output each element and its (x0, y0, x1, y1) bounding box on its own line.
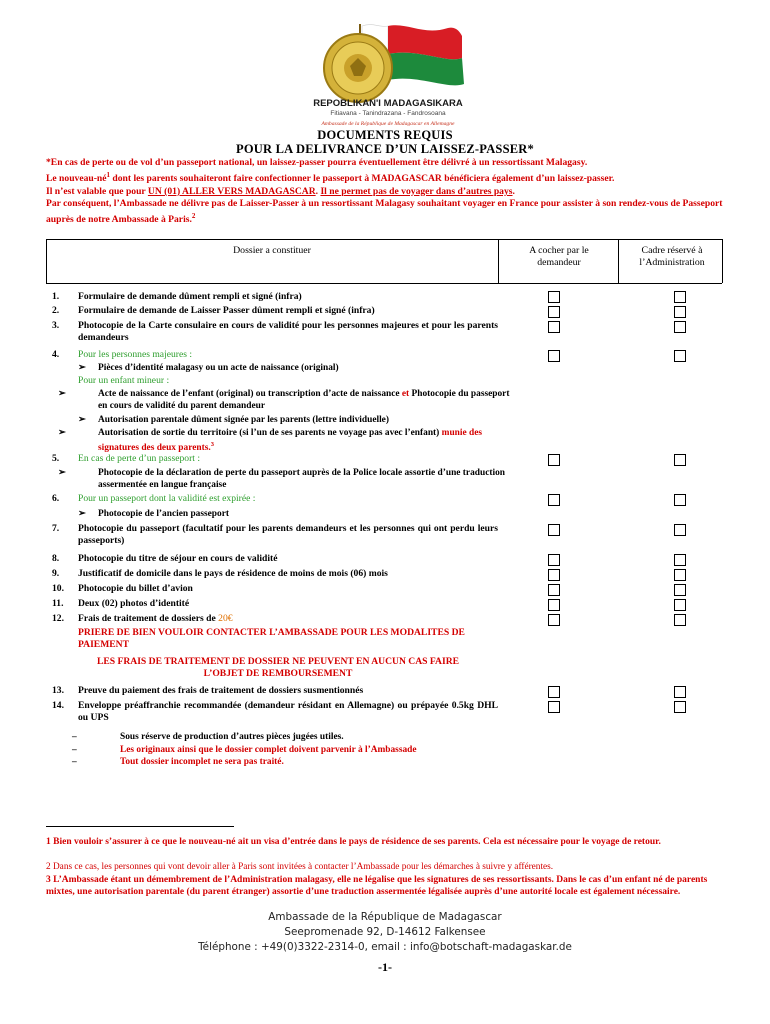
item-subline: ➢ Photocopie de l’ancien passeport (78, 509, 229, 519)
logo-motto: Fitiavana - Tanindrazana - Fandrosoana (330, 110, 446, 117)
item-heading: Pour un passeport dont la validité est expirée : (78, 493, 256, 504)
intro-line-1: *En cas de perte ou de vol d’un passeport national, un laissez-passer pourra éventuellement être délivré à un ressortissant Malagasy. (46, 157, 588, 168)
item-text: Formulaire de demande de Laisser Passer dûment rempli et signé (infra) (78, 305, 375, 316)
item-text: Photocopie de la Carte consulaire en cours de validité pour les personnes majeures et pour les parents demandeurs (78, 320, 498, 344)
applicant-checkbox-7[interactable] (548, 524, 560, 536)
item-text: Justificatif de domicile dans le pays de résidence de moins de mois (06) mois (78, 568, 388, 579)
note-item: – Les originaux ainsi que le dossier complet doivent parvenir à l’Ambassade (72, 744, 417, 755)
item-text: Photocopie du titre de séjour en cours de validité (78, 553, 278, 564)
admin-checkbox-6[interactable] (674, 494, 686, 506)
arrow-bullet-icon: ➢ (58, 468, 66, 478)
applicant-checkbox-4[interactable] (548, 350, 560, 362)
item-subline: ➢ Autorisation de sortie du territoire (si l’un de ses parents ne voyage pas avec l’enfant) munie des signatures des deux parents.$^3$ (58, 428, 483, 454)
col-header-admin: Cadre réservé à l’Administration (639, 245, 705, 268)
item-number: 13. (52, 685, 64, 696)
item-number: 6. (52, 493, 60, 504)
logo-caption: Ambassade de la République de Madagascar en Allemagne (321, 121, 455, 127)
note-item: – Tout dossier incomplet ne sera pas traité. (72, 757, 284, 767)
admin-checkbox-10[interactable] (674, 584, 686, 596)
item-subline: ➢ Acte de naissance de l’enfant (original) ou transcription d’acte de naissance et Photocopie du passeport en cours de validité du parent demandeur (58, 389, 510, 412)
admin-checkbox-11[interactable] (674, 599, 686, 611)
arrow-bullet-icon: ➢ (78, 509, 86, 519)
admin-checkbox-14[interactable] (674, 701, 686, 713)
arrow-bullet-icon: ➢ (58, 428, 66, 438)
admin-checkbox-4[interactable] (674, 350, 686, 362)
item-number: 12. (52, 613, 64, 624)
admin-checkbox-3[interactable] (674, 321, 686, 333)
no-refund-warning: LES FRAIS DE TRAITEMENT DE DOSSIER NE PEUVENT EN AUCUN CAS FAIRE L’OBJET DE REMBOURSEMENT (96, 656, 460, 680)
applicant-checkbox-10[interactable] (548, 584, 560, 596)
admin-checkbox-8[interactable] (674, 554, 686, 566)
seal-icon (324, 34, 392, 102)
item-number: 2. (52, 305, 60, 316)
admin-checkbox-5[interactable] (674, 454, 686, 466)
item-number: 11. (52, 598, 64, 609)
item-number: 7. (52, 523, 60, 534)
item-subline: ➢ Autorisation parentale dûment signée par les parents (lettre individuelle) (78, 415, 389, 425)
applicant-checkbox-1[interactable] (548, 291, 560, 303)
arrow-bullet-icon: ➢ (58, 389, 66, 399)
embassy-logo (288, 18, 488, 128)
admin-checkbox-9[interactable] (674, 569, 686, 581)
item-number: 1. (52, 291, 60, 302)
document-title: DOCUMENTS REQUIS (317, 128, 453, 142)
item-number: 4. (52, 349, 60, 360)
applicant-checkbox-6[interactable] (548, 494, 560, 506)
admin-checkbox-1[interactable] (674, 291, 686, 303)
applicant-checkbox-5[interactable] (548, 454, 560, 466)
col-header-dossier: Dossier a constituer (233, 245, 311, 256)
item-number: 8. (52, 553, 60, 564)
item-heading: Pour les personnes majeures : (78, 349, 193, 360)
footer-embassy: Ambassade de la République de Madagascar (268, 911, 502, 923)
item-number: 5. (52, 453, 60, 464)
applicant-checkbox-14[interactable] (548, 701, 560, 713)
applicant-checkbox-12[interactable] (548, 614, 560, 626)
admin-checkbox-13[interactable] (674, 686, 686, 698)
payment-contact-warning: PRIERE DE BIEN VOULOIR CONTACTER L’AMBASSADE POUR LES MODALITES DE PAIEMENT (78, 627, 465, 651)
footnote-2: 2 Dans ce cas, les personnes qui vont devoir aller à Paris sont invitées à contacter l’Ambassade pour les démarches à suivre y afférentes. (46, 862, 554, 872)
table-header-rule (46, 283, 722, 284)
applicant-checkbox-11[interactable] (548, 599, 560, 611)
item-text: Enveloppe préaffranchie recommandée (demandeur résidant en Allemagne) ou prépayée 0.5kg DHL ou UPS (78, 700, 498, 724)
item-number: 14. (52, 700, 64, 711)
page-number: -1- (378, 960, 392, 974)
item-number: 3. (52, 320, 60, 331)
note-item: – Sous réserve de production d’autres pièces jugées utiles. (72, 732, 344, 742)
table-top-rule (46, 239, 722, 240)
item-text: Preuve du paiement des frais de traitement de dossiers susmentionnés (78, 685, 364, 696)
admin-checkbox-2[interactable] (674, 306, 686, 318)
footnote-3: 3 L’Ambassade étant un démembrement de l’Administration malagasy, elle ne légalise que les signatures de ses ressortissants. Dans le cas d’un enfant né de parents mixtes, une autorisation parentale (du parent étranger) assortie d’une traduction assermentée légalisée auprès d’une autorité locale est également nécessaire. (46, 875, 708, 898)
applicant-checkbox-2[interactable] (548, 306, 560, 318)
documents-table (46, 239, 722, 727)
col-header-applicant: A cocher par le demandeur (529, 245, 589, 268)
applicant-checkbox-9[interactable] (548, 569, 560, 581)
intro-line-4: Par conséquent, l’Ambassade ne délivre pas de Laisser-Passer à un ressortissant Malagasy souhaitant voyager en France pour assister à son rendez-vous de Passeport auprès de notre Ambassade à Paris.$^2$ (46, 198, 723, 226)
admin-checkbox-7[interactable] (674, 524, 686, 536)
intro-line-2: Le nouveau-$né^1$ dont les parents souhaiteront faire confectionner le passeport à MADAGASCAR bénéficiera également d’un laissez-passer. (46, 171, 615, 185)
applicant-checkbox-3[interactable] (548, 321, 560, 333)
item-subline: ➢ Pièces d’identité malagasy ou un acte de naissance (original) (78, 363, 339, 373)
item-subline: ➢ Photocopie de la déclaration de perte du passeport auprès de la Police locale assortie d’une traduction assermentée en langue française (58, 468, 505, 491)
arrow-bullet-icon: ➢ (78, 415, 86, 425)
item-heading: En cas de perte d’un passeport : (78, 453, 201, 464)
footnote-separator (46, 826, 234, 827)
notes-list (46, 731, 417, 769)
item-number: 10. (52, 583, 64, 594)
document-subtitle: POUR LA DELIVRANCE D’UN LAISSEZ-PASSER* (236, 142, 534, 156)
admin-checkbox-12[interactable] (674, 614, 686, 626)
item-text: Formulaire de demande dûment rempli et signé (infra) (78, 291, 302, 302)
item-heading: Pour un enfant mineur : (78, 375, 170, 386)
item-number: 9. (52, 568, 60, 579)
footnote-1: 1 Bien vouloir s’assurer à ce que le nouveau-né ait un visa d’entrée dans le pays de résidence de ses parents. Cela est nécessaire pour le voyage de retour. (46, 837, 661, 847)
item-text: Frais de traitement de dossiers de 20€ (78, 613, 233, 624)
applicant-checkbox-8[interactable] (548, 554, 560, 566)
applicant-checkbox-13[interactable] (548, 686, 560, 698)
intro-line-3: Il n’est valable que pour UN (01) ALLER VERS MADAGASCAR. Il ne permet pas de voyager dans d’autres pays. (46, 185, 515, 197)
footer-contact: Téléphone : +49(0)3322-2314-0, email : info@botschaft-madagaskar.de (198, 941, 572, 953)
item-text: Photocopie du billet d’avion (78, 583, 193, 594)
item-text: Deux (02) photos d’identité (78, 598, 190, 609)
intro-notice (46, 157, 728, 227)
item-text: Photocopie du passeport (facultatif pour les parents demandeurs et les personnes qui ont perdu leurs passeports) (78, 523, 498, 547)
footer-address: Seepromenade 92, D-14612 Falkensee (284, 926, 486, 938)
logo-title: REPOBLIKAN'I MADAGASIKARA (313, 98, 463, 109)
arrow-bullet-icon: ➢ (78, 363, 86, 373)
